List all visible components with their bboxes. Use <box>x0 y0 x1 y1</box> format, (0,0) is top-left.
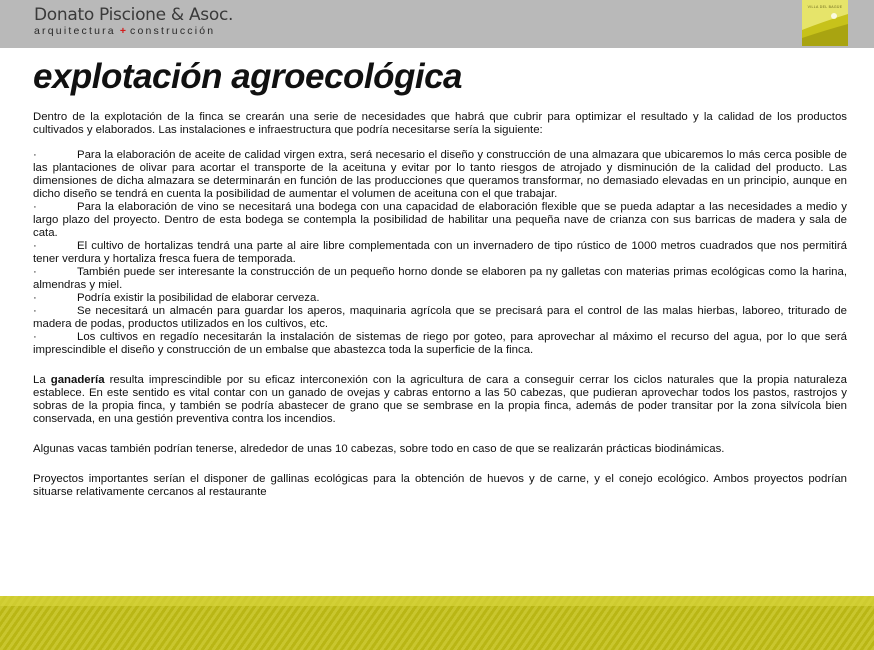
footer-band <box>0 596 874 650</box>
bullet-marker: · <box>33 149 37 161</box>
list-item-text: También puede ser interesante la construcción de un pequeño horno donde se elaboren pa ny galletas con materias primas ecológicas como la harina, almendras y miel. <box>33 266 847 291</box>
bullet-marker: · <box>33 240 37 252</box>
tagline-left: arquitectura <box>34 25 116 37</box>
tagline-plus: + <box>119 25 126 37</box>
villa-logo <box>802 0 848 46</box>
list-item <box>33 266 847 292</box>
ganaderia-text: resulta imprescindible por su eficaz interconexión con la agricultura de cara a conseguir cerrar los ciclos naturales que la propia naturaleza establece. En este sentido es vital contar con un ganado de ovejas y cabras entorno a las 50 cabezas, que pudieran aprovechar todos los pastos, rastrojos y sobras de la propia finca, y también se podría abastecer de grano que se sembrase en la propia finca, además de poder transitar por la zona silvícola bien conservada, en una gestión preventiva contra los incendios. <box>33 374 847 425</box>
bullet-marker: · <box>33 201 37 213</box>
list-item-text: Los cultivos en regadío necesitarán la instalación de sistemas de riego por goteo, para aprovechar al máximo el recurso del agua, por lo que será imprescindible el diseño y construcción de un embalse que abastezca toda la superficie de la finca. <box>33 331 847 356</box>
list-item <box>33 292 847 305</box>
company-brand <box>34 6 233 37</box>
vacas-paragraph: Algunas vacas también podrían tenerse, alrededor de unas 10 cabezas, sobre todo en caso de que se realizarán prácticas biodinámicas. <box>33 443 725 455</box>
ganaderia-keyword: ganadería <box>50 374 105 386</box>
bullet-marker: · <box>33 305 37 317</box>
list-item <box>33 305 847 331</box>
tagline-right: construcción <box>130 25 216 37</box>
intro-paragraph: Dentro de la explotación de la finca se crearán una serie de necesidades que habrá que cubrir para optimizar el resultado y la calidad de los productos cultivados y elaborados. Las instalaciones e infraestructura que podría necesitarse sería la siguiente: <box>33 111 847 136</box>
bullet-marker: · <box>33 292 37 304</box>
list-item <box>33 201 847 240</box>
logo-label: VILLA DEL BAGÜE <box>807 5 843 9</box>
footer-highlight <box>0 596 874 606</box>
list-item-text: Se necesitará un almacén para guardar los aperos, maquinaria agrícola que se precisará para el control de las malas hierbas, laboreo, triturado de madera de podas, productos utilizados en los cultivos, etc. <box>33 305 847 330</box>
company-tagline <box>34 25 233 37</box>
proyectos-paragraph: Proyectos importantes serían el disponer de gallinas ecológicas para la obtención de huevos y de carne, y el conejo ecológico. Ambos proyectos podrían situarse relativamente cercanos al restaurante <box>33 473 847 498</box>
ganaderia-paragraph <box>33 374 847 426</box>
list-item-text: Para la elaboración de aceite de calidad virgen extra, será necesario el diseño y construcción de una almazara que ubicaremos lo más cerca posible de las plantaciones de olivar para acortar el transporte de la aceituna y evitar por lo tanto riesgos de atrojado y disminución de la calidad del producto. Las dimensiones de dicha almazara se determinarán en función de las producciones que queramos transformar, no demasiado elevadas en un principio, aunque en dicho diseño se tendrá en cuenta la posibilidad de aumentar el volumen de aceituna con el que trabajar. <box>33 149 847 200</box>
bullet-marker: · <box>33 266 37 278</box>
list-item-text: Podría existir la posibilidad de elaborar cerveza. <box>77 292 320 304</box>
company-name: Donato Piscione & Asoc. <box>34 5 234 25</box>
list-item-text: Para la elaboración de vino se necesitará una bodega con una capacidad de elaboración flexible que se pueda adaptar a las necesidades a medio y largo plazo del proyecto. Dentro de esta bodega se contempla la posibilidad de habilitar una pequeña nave de crianza con sus barricas de madera y sala de cata. <box>33 201 847 239</box>
ganaderia-prefix: La <box>33 374 51 386</box>
list-item <box>33 149 847 201</box>
page-title: explotación agroecológica <box>33 57 462 96</box>
header-bar <box>0 0 874 48</box>
facilities-list <box>33 149 847 357</box>
list-item <box>33 331 847 357</box>
list-item <box>33 240 847 266</box>
document-body <box>33 111 847 499</box>
list-item-text: El cultivo de hortalizas tendrá una parte al aire libre complementada con un invernadero de tipo rústico de 1000 metros cuadrados que nos permitirá tener verdura y hortaliza fresca fuera de temporada. <box>33 240 847 265</box>
bullet-marker: · <box>33 331 37 343</box>
